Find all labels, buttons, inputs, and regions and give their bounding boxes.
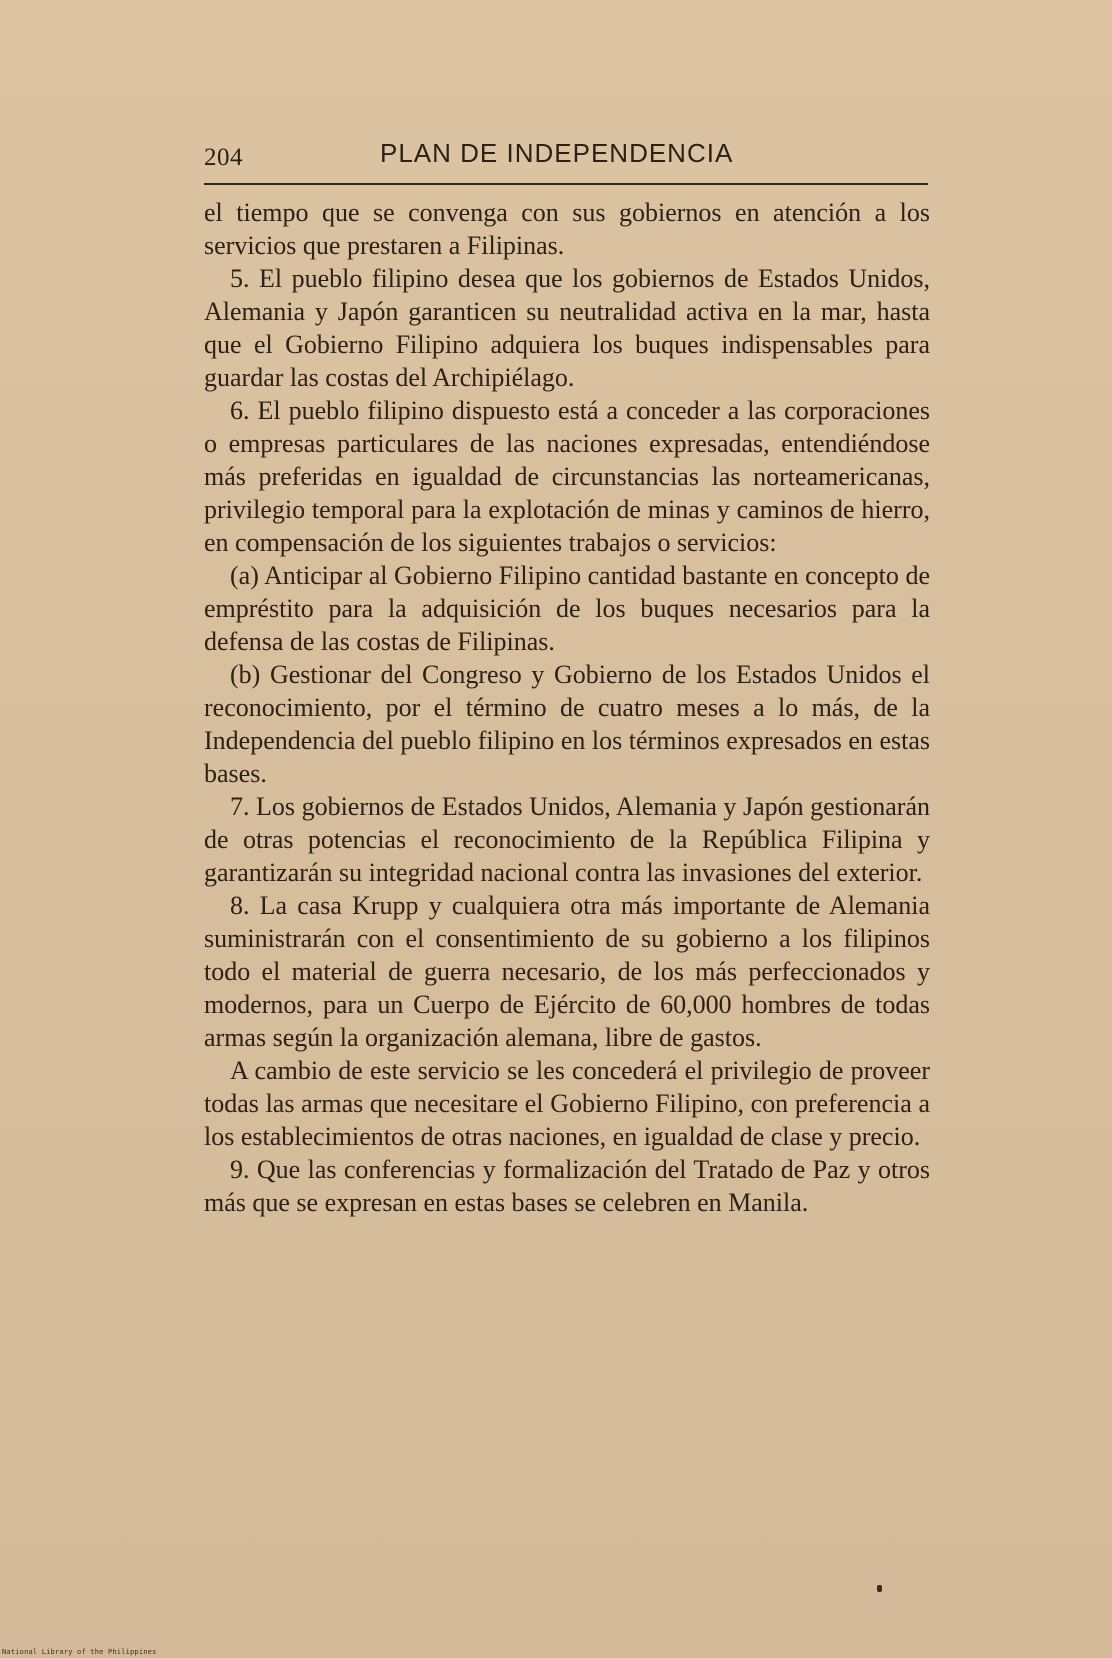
header-rule (204, 183, 928, 185)
paragraph-subitem-b: (b) Gestionar del Congreso y Gobierno de los Estados Unidos el reconocimiento, por el término de cuatro meses a lo más, de la Independencia del pueblo filipino en los términos expresados en estas bases. (204, 660, 930, 788)
scan-credit: National Library of the Philippines (2, 1648, 157, 1656)
paragraph-item-9: 9. Que las conferencias y formalización del Tratado de Paz y otros más que se expresan en estas bases se celebren en Manila. (204, 1155, 930, 1217)
paragraph-subitem-a: (a) Anticipar al Gobierno Filipino cantidad bastante en concepto de empréstito para la adquisición de los buques necesarios para la defensa de las costas de Filipinas. (204, 561, 930, 656)
running-head: PLAN DE INDEPENDENCIA (380, 138, 734, 168)
paragraph-item-8-continued: A cambio de este servicio se les concederá el privilegio de proveer todas las armas que necesitare el Gobierno Filipino, con preferencia a los establecimientos de otras naciones, en igualdad de clase y precio. (204, 1056, 930, 1151)
paragraph-item-8: 8. La casa Krupp y cualquiera otra más importante de Alemania suministrarán con el consentimiento de su gobierno a los filipinos todo el material de guerra necesario, de los más perfeccionados y modernos, para un Cuerpo de Ejército de 60,000 hombres de todas armas según la organización alemana, libre de gastos. (204, 891, 930, 1052)
paragraph-continuation: el tiempo que se convenga con sus gobiernos en atención a los servicios que prestaren a Filipinas. (204, 198, 930, 260)
paragraph-item-7: 7. Los gobiernos de Estados Unidos, Alemania y Japón gestionarán de otras potencias el reconocimiento de la República Filipina y garantizarán su integridad nacional contra las invasiones del exterior. (204, 792, 930, 887)
page-number: 204 (204, 144, 243, 171)
page-header (204, 136, 928, 176)
paragraph-item-6: 6. El pueblo filipino dispuesto está a conceder a las corporaciones o empresas particulares de las naciones expresadas, entendiéndose más preferidas en igualdad de circunstancias las norteamericanas, privilegio temporal para la explotación de minas y caminos de hierro, en compensación de los siguientes trabajos o servicios: (204, 396, 930, 557)
paragraph-item-5: 5. El pueblo filipino desea que los gobiernos de Estados Unidos, Alemania y Japón garanticen su neutralidad activa en la mar, hasta que el Gobierno Filipino adquiera los buques indispensables para guardar las costas del Archipiélago. (204, 264, 930, 392)
paper-speck (877, 1585, 882, 1592)
body-text (204, 196, 930, 1219)
